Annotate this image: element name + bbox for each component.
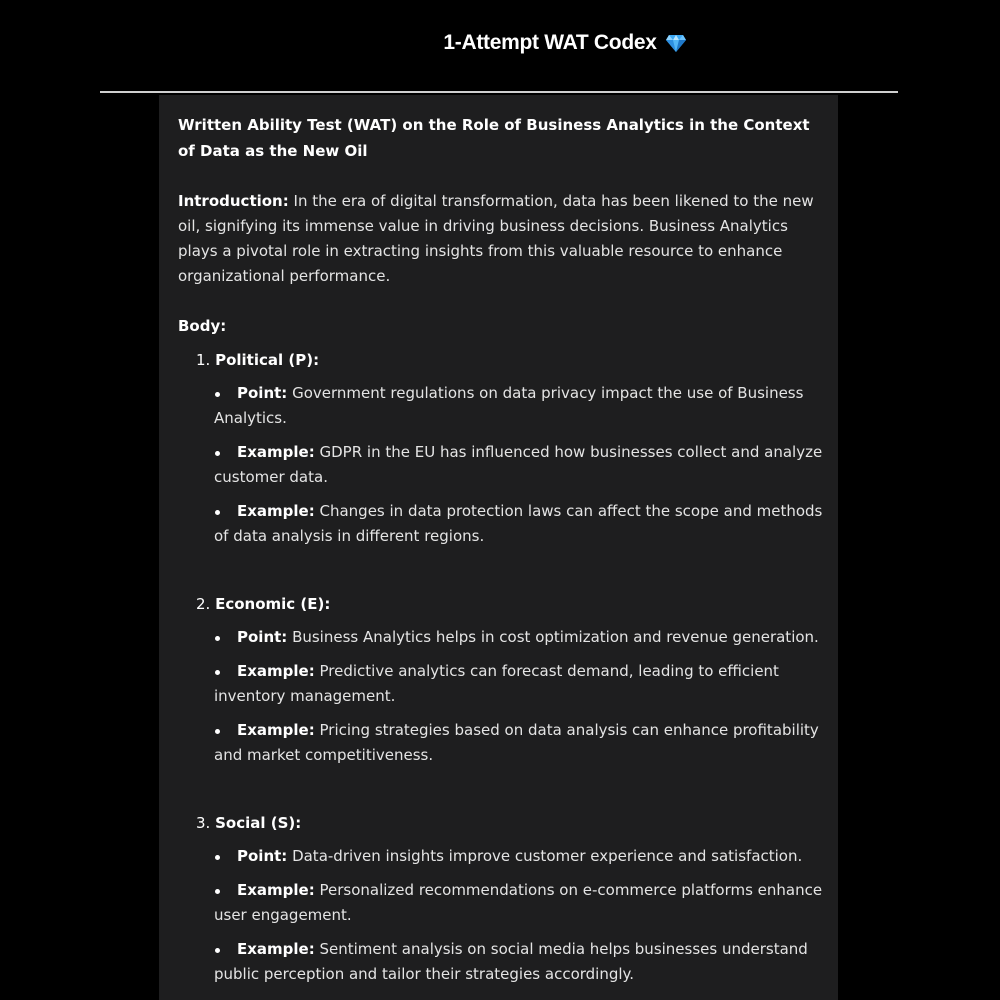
section-number: 3.	[196, 814, 211, 832]
section-heading	[178, 811, 828, 836]
item-label: Example:	[237, 940, 315, 958]
introduction-text: In the era of digital transformation, data has been likened to the new oil, signifying its immense value in driving business decisions. Business Analytics plays a pivotal role in extracting insights from this valuable resource to enhance organizational performance.	[178, 192, 814, 285]
item-label: Example:	[237, 662, 315, 680]
body-label: Body:	[178, 317, 227, 335]
document-title: Written Ability Test (WAT) on the Role of Business Analytics in the Context of Data as the New Oil	[178, 116, 810, 160]
document-content	[178, 113, 828, 996]
list-item	[214, 499, 828, 549]
list-item	[214, 381, 828, 431]
item-text: Government regulations on data privacy impact the use of Business Analytics.	[214, 384, 804, 427]
header	[0, 0, 1000, 92]
item-text: Personalized recommendations on e-commerce platforms enhance user engagement.	[214, 881, 823, 924]
header-inner	[443, 31, 686, 55]
introduction-label: Introduction:	[178, 192, 289, 210]
list-item	[214, 937, 828, 987]
item-text: Data-driven insights improve customer experience and satisfaction.	[287, 847, 803, 865]
item-label: Point:	[237, 628, 288, 646]
section-number: 1.	[196, 351, 211, 369]
page-title: 1-Attempt WAT Codex	[443, 31, 657, 54]
item-text: Business Analytics helps in cost optimization and revenue generation.	[287, 628, 819, 646]
bullet-list	[178, 625, 828, 768]
list-item	[214, 718, 828, 768]
item-text: Pricing strategies based on data analysis can enhance profitability and market competitiveness.	[214, 721, 819, 764]
section-title: Social (S):	[215, 814, 302, 832]
section-heading	[178, 592, 828, 617]
item-label: Example:	[237, 881, 315, 899]
section-title: Political (P):	[215, 351, 320, 369]
item-text: GDPR in the EU has influenced how businesses collect and analyze customer data.	[214, 443, 823, 486]
section-political	[178, 348, 828, 549]
bullet-list	[178, 381, 828, 549]
item-text: Predictive analytics can forecast demand, leading to efficient inventory management.	[214, 662, 779, 705]
list-item	[214, 659, 828, 709]
section-economic	[178, 592, 828, 768]
item-label: Example:	[237, 721, 315, 739]
list-item	[214, 625, 828, 650]
section-number: 2.	[196, 595, 211, 613]
section-title: Economic (E):	[215, 595, 331, 613]
item-label: Point:	[237, 384, 288, 402]
bullet-list	[178, 844, 828, 987]
gem-icon	[665, 33, 687, 53]
list-item	[214, 878, 828, 928]
section-social	[178, 811, 828, 987]
item-text: Changes in data protection laws can affect the scope and methods of data analysis in different regions.	[214, 502, 823, 545]
header-divider	[100, 91, 898, 93]
item-text: Sentiment analysis on social media helps businesses understand public perception and tailor their strategies accordingly.	[214, 940, 808, 983]
response-panel	[159, 95, 838, 1000]
item-label: Point:	[237, 847, 288, 865]
item-label: Example:	[237, 443, 315, 461]
introduction-paragraph	[178, 189, 828, 289]
list-item	[214, 440, 828, 490]
list-item	[214, 844, 828, 869]
section-heading	[178, 348, 828, 373]
item-label: Example:	[237, 502, 315, 520]
